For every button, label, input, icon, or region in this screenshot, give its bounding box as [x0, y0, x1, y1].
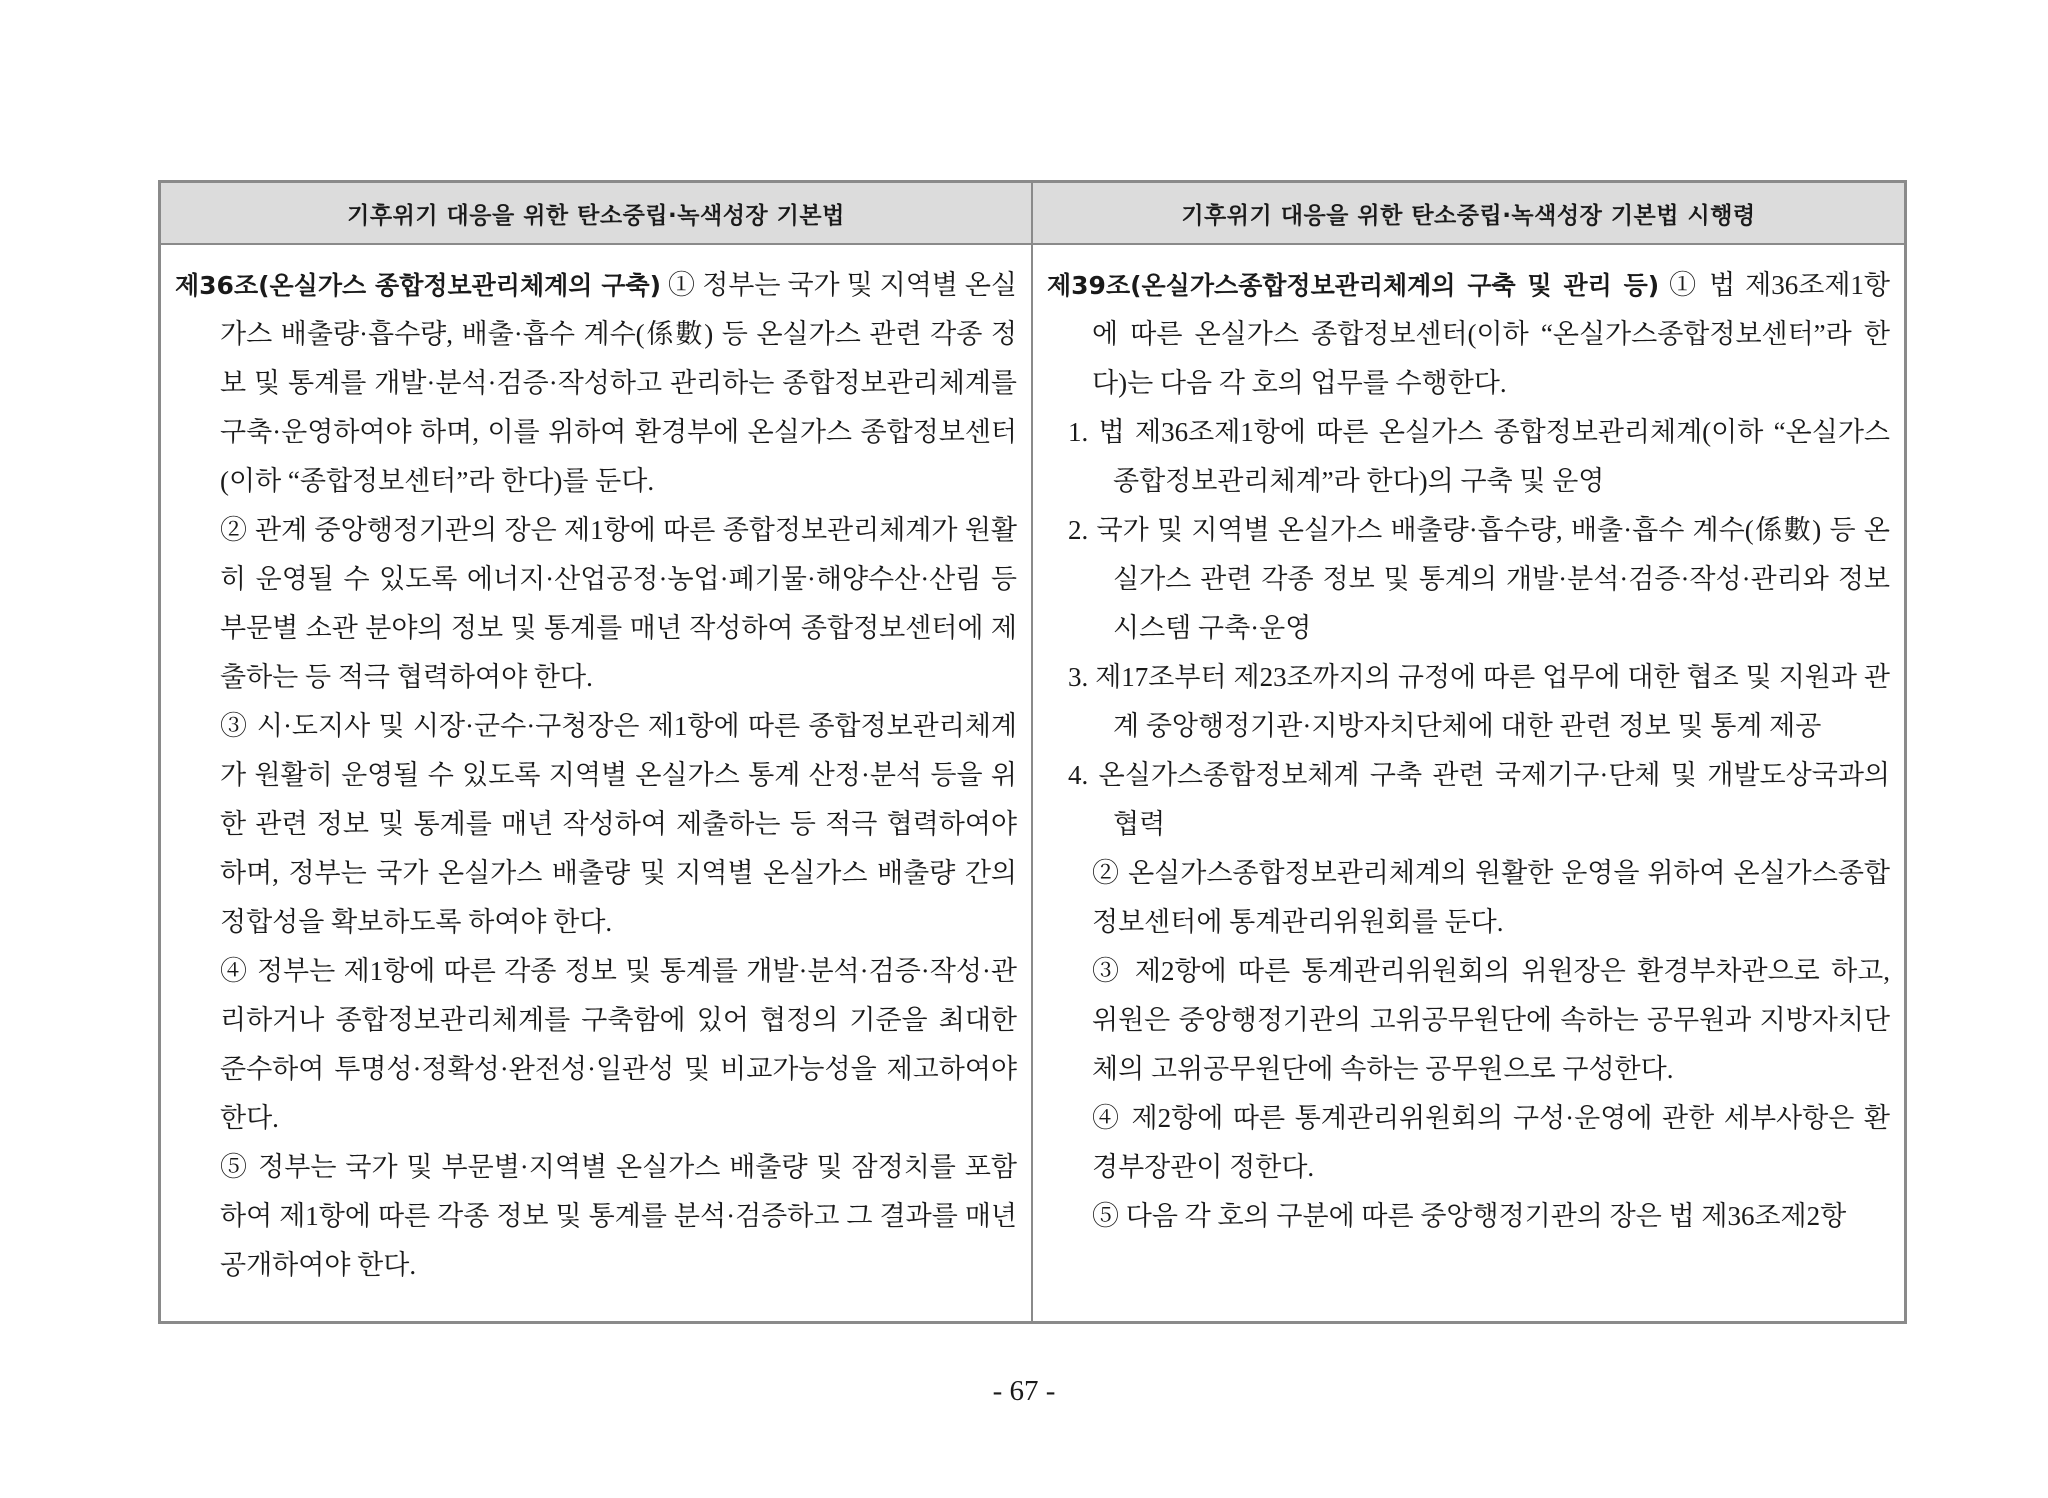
act-paragraph-2: ② 관계 중앙행정기관의 장은 제1항에 따른 종합정보관리체계가 원활히 운영될 수 있도록 에너지·산업공정·농업·폐기물·해양수산·산림 등 부문별 소관 분야의 정보 및 통계를 매년 작성하여 종합정보센터에 제출하는 등 적극 협력하여야 한다.	[220, 515, 1017, 692]
header-decree-label: 기후위기 대응을 위한 탄소중립·녹색성장 기본법 시행령	[1181, 202, 1756, 229]
decree-paragraph-5: ⑤ 다음 각 호의 구분에 따른 중앙행정기관의 장은 법 제36조제2항	[1092, 1201, 1847, 1231]
decree-item-1: 1. 법 제36조제1항에 따른 온실가스 종합정보관리체계(이하 “온실가스종합정보관리체계”라 한다)의 구축 및 운영	[1068, 417, 1890, 496]
header-act	[161, 183, 1033, 245]
decree-article-39	[1047, 261, 1890, 408]
decree-paragraph-1: ① 법 제36조제1항에 따른 온실가스 종합정보센터(이하 “온실가스종합정보센터”라 한다)는 다음 각 호의 업무를 수행한다.	[1092, 270, 1890, 398]
decree-item-3: 3. 제17조부터 제23조까지의 규정에 따른 업무에 대한 협조 및 지원과 관계 중앙행정기관·지방자치단체에 대한 관련 정보 및 통계 제공	[1068, 662, 1890, 741]
act-paragraph-4: ④ 정부는 제1항에 따른 각종 정보 및 통계를 개발·분석·검증·작성·관리하거나 종합정보관리체계를 구축함에 있어 협정의 기준을 최대한 준수하여 투명성·정확성·완전성·일관성 및 비교가능성을 제고하여야 한다.	[220, 956, 1017, 1133]
act-column	[161, 245, 1033, 1321]
decree-paragraph-2: ② 온실가스종합정보관리체계의 원활한 운영을 위하여 온실가스종합정보센터에 통계관리위원회를 둔다.	[1092, 858, 1890, 937]
page-number: - 67 -	[992, 1375, 1056, 1407]
act-article-title: 제36조(온실가스 종합정보관리체계의 구축)	[175, 271, 662, 300]
decree-item-4: 4. 온실가스종합정보체계 구축 관련 국제기구·단체 및 개발도상국과의 협력	[1068, 760, 1890, 839]
act-article-36	[175, 261, 1017, 506]
decree-column	[1033, 245, 1904, 1321]
header-decree	[1033, 183, 1904, 245]
decree-article-title: 제39조(온실가스종합정보관리체계의 구축 및 관리 등)	[1047, 271, 1660, 300]
decree-item-2: 2. 국가 및 지역별 온실가스 배출량·흡수량, 배출·흡수 계수(係數) 등 온실가스 관련 각종 정보 및 통계의 개발·분석·검증·작성·관리와 정보시스템 구축·운영	[1068, 515, 1890, 643]
act-paragraph-3: ③ 시·도지사 및 시장·군수·구청장은 제1항에 따른 종합정보관리체계가 원활히 운영될 수 있도록 지역별 온실가스 통계 산정·분석 등을 위한 관련 정보 및 통계를 매년 작성하여 제출하는 등 적극 협력하여야 하며, 정부는 국가 온실가스 배출량 및 지역별 온실가스 배출량 간의 정합성을 확보하도록 하여야 한다.	[220, 711, 1017, 937]
act-paragraph-1: ① 정부는 국가 및 지역별 온실가스 배출량·흡수량, 배출·흡수 계수(係數) 등 온실가스 관련 각종 정보 및 통계를 개발·분석·검증·작성하고 관리하는 종합정보관리체계를 구축·운영하여야 하며, 이를 위하여 환경부에 온실가스 종합정보센터(이하 “종합정보센터”라 한다)를 둔다.	[220, 270, 1018, 496]
header-act-label: 기후위기 대응을 위한 탄소중립·녹색성장 기본법	[347, 202, 845, 229]
comparison-table	[158, 180, 1907, 1324]
act-paragraph-5: ⑤ 정부는 국가 및 부문별·지역별 온실가스 배출량 및 잠정치를 포함하여 제1항에 따른 각종 정보 및 통계를 분석·검증하고 그 결과를 매년 공개하여야 한다.	[220, 1152, 1017, 1280]
decree-paragraph-3: ③ 제2항에 따른 통계관리위원회의 위원장은 환경부차관으로 하고, 위원은 중앙행정기관의 고위공무원단에 속하는 공무원과 지방자치단체의 고위공무원단에 속하는 공무원으로 구성한다.	[1092, 956, 1890, 1084]
decree-paragraph-4: ④ 제2항에 따른 통계관리위원회의 구성·운영에 관한 세부사항은 환경부장관이 정한다.	[1092, 1103, 1890, 1182]
